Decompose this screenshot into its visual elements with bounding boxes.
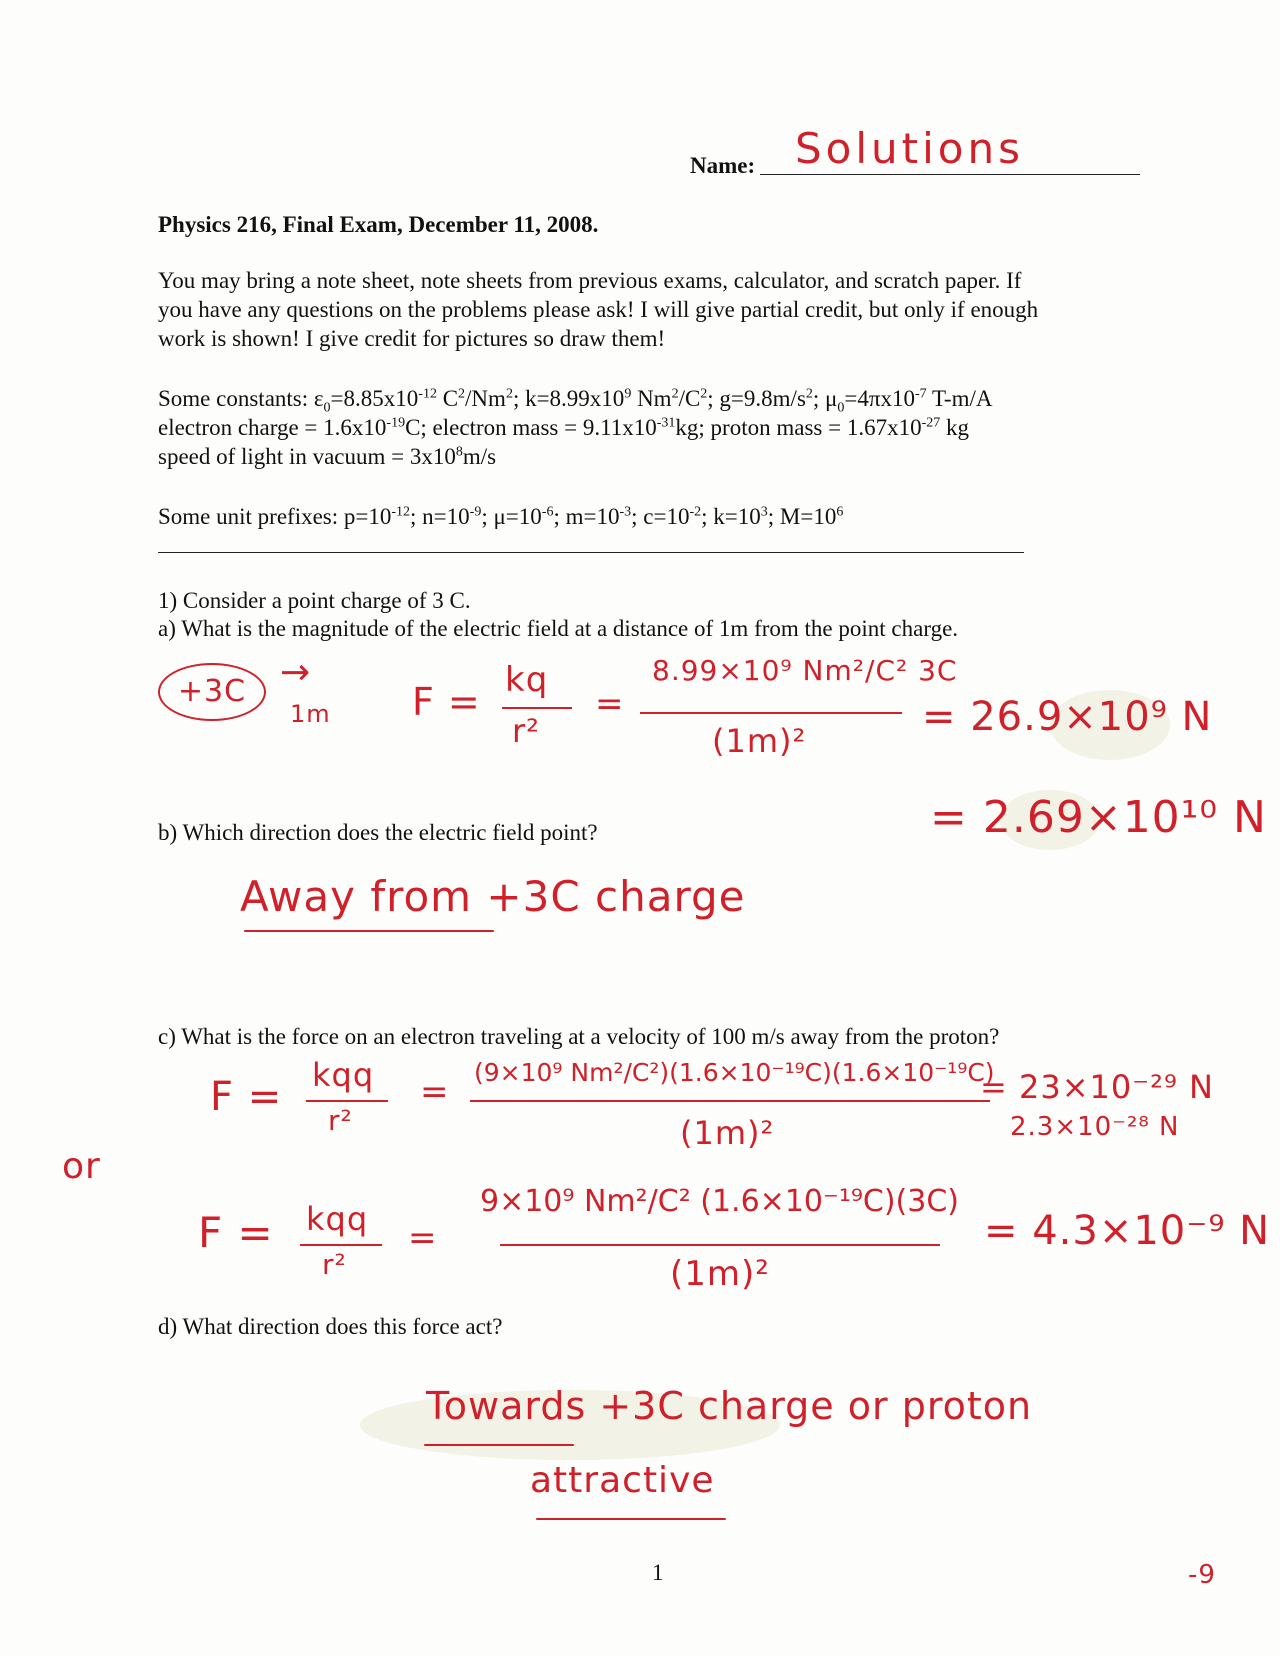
instructions-line-2: you have any questions on the problems please ask! I will give partial credit, but only if enough <box>158 297 1039 322</box>
or-label: or <box>62 1146 101 1187</box>
distance-arrow: → <box>280 652 312 693</box>
fraction-bar <box>502 707 572 709</box>
force-symbol-c1: F = <box>210 1074 283 1120</box>
result-c1-corrected: 2.3×10⁻²⁸ N <box>1010 1112 1180 1142</box>
score-mark: -9 <box>1188 1560 1216 1590</box>
answer-underline <box>244 930 494 932</box>
section-divider <box>158 552 1024 553</box>
constants-line-1: Some constants: $\varepsilon_0=8.85x10^{-12}$ $C^2/Nm^2$; $k=8.99x10^9$ $Nm^2/C^2$; $g=9.8m/s^2$; $\mu_0=4\pi x10^{-7}$ T-m/A <box>158 386 993 416</box>
answer-1d-line-2: attractive <box>530 1460 715 1501</box>
exam-title: Physics 216, Final Exam, December 11, 2008. <box>158 212 599 237</box>
formula-den-c1: r² <box>328 1104 353 1137</box>
result-c2: = 4.3×10⁻⁹ N <box>984 1208 1271 1254</box>
constants-line-2: electron charge = $1.6x10^{-19}C$; electron mass = $9.11x10^{-31}kg$; proton mass = $1.67x10^{-27}$ kg <box>158 415 970 440</box>
result-a-2: = 2.69×10¹⁰ N <box>930 792 1267 843</box>
answer-underline <box>424 1444 574 1446</box>
unit-prefixes: Some unit prefixes: $p=10^{-12}$; $n=10^{-9}$; $\mu=10^{-6}$; $m=10^{-3}$; $c=10^{-2}$; $k=10^3$; $M=10^6$ <box>158 504 844 529</box>
name-answer: Solutions <box>795 124 1024 173</box>
fraction-bar <box>640 712 902 714</box>
name-underline <box>760 174 1140 175</box>
fraction-bar <box>300 1244 382 1246</box>
substitution-den-a: (1m)² <box>712 722 807 760</box>
fraction-bar <box>306 1100 388 1102</box>
formula-num-c1: kqq <box>312 1056 375 1094</box>
constants-line-3: speed of light in vacuum = $3x10^8m/s$ <box>158 444 497 469</box>
formula-num-c2: kqq <box>306 1200 369 1238</box>
result-a-1: = 26.9×10⁹ N <box>922 694 1213 740</box>
question-1c: c) What is the force on an electron traveling at a velocity of 100 m/s away from the proton? <box>158 1024 1000 1049</box>
name-label: Name: <box>690 153 756 178</box>
question-1a: a) What is the magnitude of the electric field at a distance of 1m from the point charge. <box>158 616 959 641</box>
substitution-den-c1: (1m)² <box>680 1114 775 1152</box>
page-number: 1 <box>652 1560 664 1585</box>
charge-circle: +3C <box>158 663 266 721</box>
substitution-num-c2: 9×10⁹ Nm²/C² (1.6×10⁻¹⁹C)(3C) <box>480 1184 959 1219</box>
instructions-line-3: work is shown! I give credit for pictures so draw them! <box>158 326 666 351</box>
substitution-num-a: 8.99×10⁹ Nm²/C² 3C <box>652 654 958 687</box>
fraction-bar <box>500 1244 940 1246</box>
fraction-bar <box>470 1100 990 1102</box>
equals-sign: = <box>420 1072 450 1112</box>
force-symbol-a: F = <box>412 680 481 724</box>
force-symbol-c2: F = <box>198 1208 274 1257</box>
substitution-num-c1: (9×10⁹ Nm²/C²)(1.6×10⁻¹⁹C)(1.6×10⁻¹⁹C) <box>474 1058 995 1087</box>
distance-label: 1m <box>290 700 331 728</box>
formula-num-a: kq <box>505 660 549 700</box>
question-1b: b) Which direction does the electric field point? <box>158 820 598 845</box>
equals-sign: = <box>595 684 625 724</box>
result-c1: = 23×10⁻²⁹ N <box>980 1068 1214 1106</box>
formula-den-c2: r² <box>322 1248 347 1281</box>
instructions-line-1: You may bring a note sheet, note sheets from previous exams, calculator, and scratch paper. If <box>158 268 1022 293</box>
question-1-intro: 1) Consider a point charge of 3 C. <box>158 588 471 613</box>
answer-1d-line-1: Towards +3C charge or proton <box>426 1384 1033 1428</box>
question-1d: d) What direction does this force act? <box>158 1314 503 1339</box>
answer-1b: Away from +3C charge <box>240 872 746 921</box>
formula-den-a: r² <box>512 712 540 750</box>
answer-underline <box>536 1518 726 1520</box>
substitution-den-c2: (1m)² <box>670 1254 770 1294</box>
equals-sign: = <box>408 1218 438 1258</box>
